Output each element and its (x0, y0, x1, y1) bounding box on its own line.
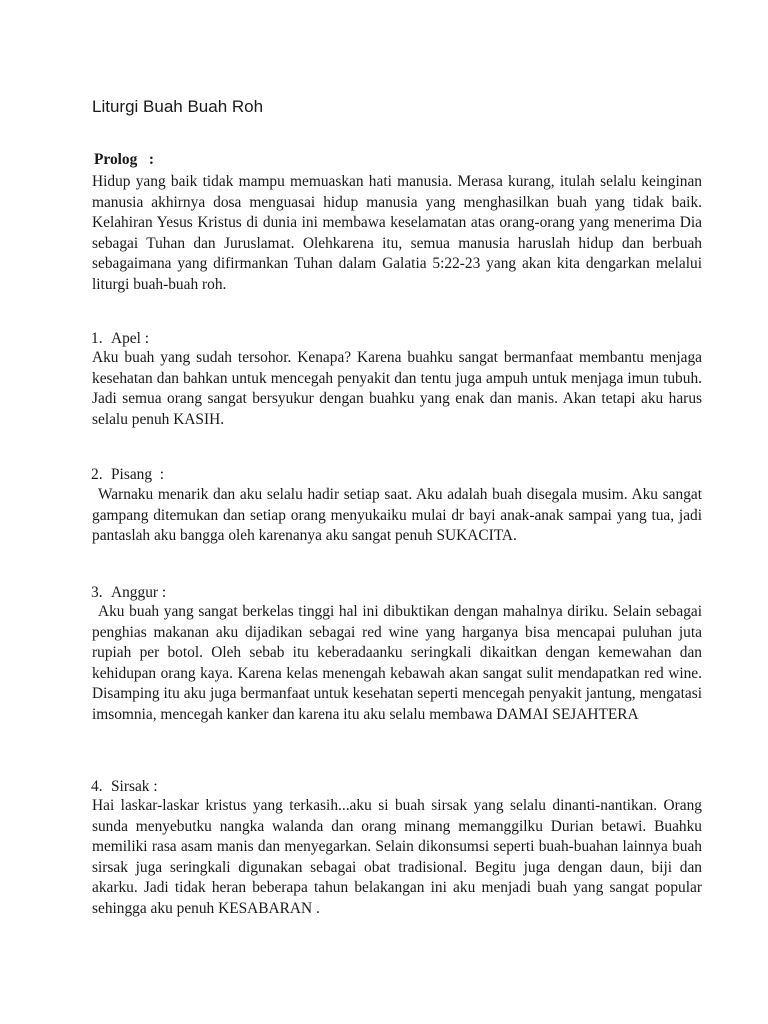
item-number: 2. (91, 466, 103, 483)
item-number: 1. (91, 330, 103, 347)
item-paragraph-apel: Aku buah yang sudah tersohor. Kenapa? Karena buahku sangat bermanfaat membantu menjaga kesehatan dan bahkan untuk mencegah penyakit dan tentu juga ampuh untuk menjaga imun tubuh. Jadi semua orang sangat bersyukur dengan buahku yang enak dan manis. Akan tetapi aku harus selalu penuh KASIH. (92, 349, 702, 428)
document-title: Liturgi Buah Buah Roh (92, 97, 264, 116)
prolog-heading: Prolog : (94, 151, 154, 168)
item-paragraph-sirsak: Hai laskar-laskar kristus yang terkasih...aku si buah sirsak yang selalu dinanti-nantikan. Orang sunda menyebutku nangka walanda dan orang minang memanggilku Durian betawi. Buahku memiliki rasa asam manis dan menyegarkan. Selain dikonsumsi seperti buah-buahan lainnya buah sirsak juga seringkali digunakan sebagai obat tradisional. Begitu juga dengan daun, biji dan akarku. Jadi tidak heran beberapa tahun belakangan ini aku menjadi buah yang sangat popular sehingga aku penuh KESABARAN . (92, 797, 702, 917)
item-title: Pisang : (111, 466, 165, 483)
prolog-paragraph: Hidup yang baik tidak mampu memuaskan hati manusia. Merasa kurang, itulah selalu keinginan manusia akhirnya dosa menguasai hidup manusia yang menghasilkan buah yang tidak baik. Kelahiran Yesus Kristus di dunia ini membawa keselamatan atas orang-orang yang menerima Dia sebagai Tuhan dan Juruslamat. Olehkarena itu, semua manusia haruslah hidup dan berbuah sebagaimana yang difirmankan Tuhan dalam Galatia 5:22-23 yang akan kita dengarkan melalui liturgi buah-buah roh. (92, 173, 702, 293)
item-title: Anggur : (111, 584, 167, 601)
item-paragraph-anggur: Aku buah yang sangat berkelas tinggi hal ini dibuktikan dengan mahalnya diriku. Selain sebagai penghias makanan aku dijadikan sebagai red wine yang harganya bisa mencapai puluhan juta rupiah per botol. Oleh sebab itu keberadaanku seringkali dikaitkan dengan kemewahan dan kehidupan orang kaya. Karena kelas menengah kebawah akan sangat sulit mendapatkan red wine. Disamping itu aku juga bermanfaat untuk kesehatan seperti mencegah penyakit jantung, mengatasi imsomnia, mencegah kanker dan karena itu aku selalu membawa DAMAI SEJAHTERA (92, 603, 702, 723)
item-paragraph-pisang: Warnaku menarik dan aku selalu hadir setiap saat. Aku adalah buah disegala musim. Aku sangat gampang ditemukan dan setiap orang menyukaiku mulai dr bayi anak-anak sampai yang tua, jadi pantaslah aku bangga oleh karenanya aku sangat penuh SUKACITA. (92, 486, 702, 545)
item-title: Sirsak : (111, 778, 158, 795)
item-heading-pisang (91, 466, 164, 484)
item-number: 3. (91, 584, 103, 601)
item-heading-anggur (91, 584, 166, 602)
item-number: 4. (91, 778, 103, 795)
item-title: Apel : (111, 330, 150, 347)
item-heading-sirsak (91, 778, 158, 796)
item-heading-apel (91, 330, 149, 348)
